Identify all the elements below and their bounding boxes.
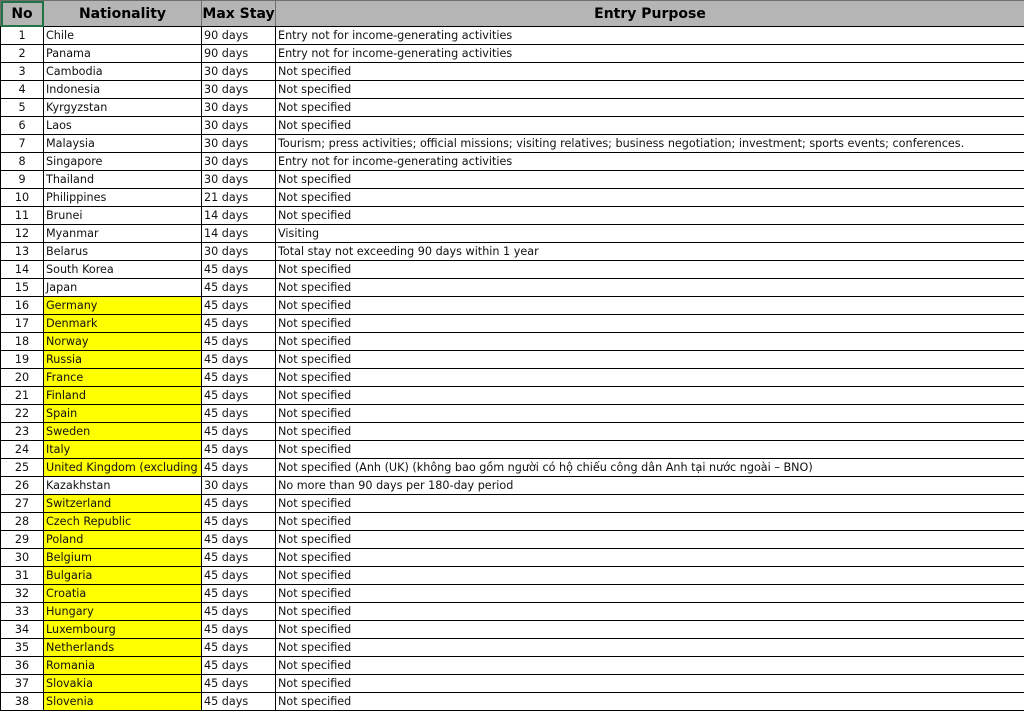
cell-entry-purpose[interactable]: Not specified [276, 351, 1024, 369]
cell-nationality[interactable]: Myanmar [44, 225, 202, 243]
table-row [1, 351, 1024, 369]
table-row [1, 549, 1024, 567]
cell-no[interactable]: 37 [1, 675, 44, 693]
table-row [1, 567, 1024, 585]
cell-nationality[interactable]: Netherlands [44, 639, 202, 657]
table-row [1, 495, 1024, 513]
cell-nationality[interactable]: South Korea [44, 261, 202, 279]
table-row [1, 459, 1024, 477]
cell-entry-purpose[interactable]: Not specified [276, 423, 1024, 441]
cell-no[interactable]: 10 [1, 189, 44, 207]
table-row [1, 315, 1024, 333]
cell-nationality[interactable]: Croatia [44, 585, 202, 603]
cell-max-stay[interactable]: 45 days [202, 351, 276, 369]
table-row [1, 153, 1024, 171]
cell-nationality[interactable]: Singapore [44, 153, 202, 171]
cell-nationality[interactable]: Thailand [44, 171, 202, 189]
cell-max-stay[interactable]: 30 days [202, 117, 276, 135]
cell-max-stay[interactable]: 45 days [202, 513, 276, 531]
cell-no[interactable]: 11 [1, 207, 44, 225]
cell-entry-purpose[interactable]: Tourism; press activities; official missions; visiting relatives; business negotiation; investment; sports events; conferences. [276, 135, 1024, 153]
cell-max-stay[interactable]: 45 days [202, 603, 276, 621]
cell-max-stay[interactable]: 45 days [202, 585, 276, 603]
cell-entry-purpose[interactable]: Not specified [276, 261, 1024, 279]
cell-no[interactable]: 26 [1, 477, 44, 495]
header-row [1, 1, 1024, 27]
table-row [1, 621, 1024, 639]
table-row [1, 477, 1024, 495]
cell-max-stay[interactable]: 30 days [202, 243, 276, 261]
table-row [1, 441, 1024, 459]
table-row [1, 171, 1024, 189]
cell-max-stay[interactable]: 30 days [202, 135, 276, 153]
cell-entry-purpose[interactable]: Not specified [276, 189, 1024, 207]
cell-entry-purpose[interactable]: Not specified [276, 279, 1024, 297]
table-row [1, 279, 1024, 297]
cell-nationality[interactable]: Belgium [44, 549, 202, 567]
cell-nationality[interactable]: Switzerland [44, 495, 202, 513]
cell-max-stay[interactable]: 45 days [202, 567, 276, 585]
cell-max-stay[interactable]: 30 days [202, 153, 276, 171]
cell-nationality[interactable]: Sweden [44, 423, 202, 441]
cell-entry-purpose[interactable]: Not specified [276, 621, 1024, 639]
cell-no[interactable]: 36 [1, 657, 44, 675]
table-row [1, 387, 1024, 405]
table-row [1, 189, 1024, 207]
cell-nationality[interactable]: Belarus [44, 243, 202, 261]
cell-max-stay[interactable]: 90 days [202, 45, 276, 63]
cell-entry-purpose[interactable]: Not specified [276, 117, 1024, 135]
cell-no[interactable]: 30 [1, 549, 44, 567]
cell-nationality[interactable]: Slovakia [44, 675, 202, 693]
cell-entry-purpose[interactable]: Not specified (Anh (UK) (không bao gồm người có hộ chiếu công dân Anh tại nước ngoài – BNO) [276, 459, 1024, 477]
cell-max-stay[interactable]: 45 days [202, 639, 276, 657]
cell-nationality[interactable]: Philippines [44, 189, 202, 207]
cell-entry-purpose[interactable]: Not specified [276, 369, 1024, 387]
cell-max-stay[interactable]: 45 days [202, 279, 276, 297]
table-row [1, 135, 1024, 153]
cell-nationality[interactable]: United Kingdom (excluding [44, 459, 202, 477]
cell-no[interactable]: 25 [1, 459, 44, 477]
cell-nationality[interactable]: Russia [44, 351, 202, 369]
cell-max-stay[interactable]: 45 days [202, 315, 276, 333]
cell-entry-purpose[interactable]: Visiting [276, 225, 1024, 243]
cell-nationality[interactable]: Poland [44, 531, 202, 549]
cell-entry-purpose[interactable]: Not specified [276, 207, 1024, 225]
cell-entry-purpose[interactable]: Not specified [276, 585, 1024, 603]
table-row [1, 81, 1024, 99]
cell-max-stay[interactable]: 14 days [202, 207, 276, 225]
cell-nationality[interactable]: Italy [44, 441, 202, 459]
cell-no[interactable]: 13 [1, 243, 44, 261]
cell-entry-purpose[interactable]: Not specified [276, 657, 1024, 675]
table-row [1, 513, 1024, 531]
cell-max-stay[interactable]: 45 days [202, 405, 276, 423]
cell-no[interactable]: 23 [1, 423, 44, 441]
cell-max-stay[interactable]: 45 days [202, 495, 276, 513]
cell-entry-purpose[interactable]: No more than 90 days per 180-day period [276, 477, 1024, 495]
cell-nationality[interactable]: Germany [44, 297, 202, 315]
cell-entry-purpose[interactable]: Not specified [276, 63, 1024, 81]
cell-entry-purpose[interactable]: Not specified [276, 99, 1024, 117]
table-row [1, 603, 1024, 621]
cell-nationality[interactable]: France [44, 369, 202, 387]
cell-max-stay[interactable]: 30 days [202, 99, 276, 117]
cell-no[interactable]: 12 [1, 225, 44, 243]
cell-max-stay[interactable]: 90 days [202, 27, 276, 45]
cell-max-stay[interactable]: 45 days [202, 621, 276, 639]
cell-nationality[interactable]: Kazakhstan [44, 477, 202, 495]
cell-nationality[interactable]: Slovenia [44, 693, 202, 711]
table-row [1, 531, 1024, 549]
header-no[interactable]: No [1, 1, 44, 27]
cell-entry-purpose[interactable]: Not specified [276, 171, 1024, 189]
table-row [1, 639, 1024, 657]
cell-max-stay[interactable]: 45 days [202, 297, 276, 315]
table-row [1, 405, 1024, 423]
cell-no[interactable]: 4 [1, 81, 44, 99]
cell-no[interactable]: 14 [1, 261, 44, 279]
cell-nationality[interactable]: Indonesia [44, 81, 202, 99]
cell-nationality[interactable]: Laos [44, 117, 202, 135]
cell-entry-purpose[interactable]: Total stay not exceeding 90 days within 1 year [276, 243, 1024, 261]
cell-no[interactable]: 31 [1, 567, 44, 585]
cell-nationality[interactable]: Cambodia [44, 63, 202, 81]
table-row [1, 261, 1024, 279]
cell-nationality[interactable]: Czech Republic [44, 513, 202, 531]
cell-max-stay[interactable]: 45 days [202, 675, 276, 693]
table-row [1, 225, 1024, 243]
cell-no[interactable]: 8 [1, 153, 44, 171]
cell-no[interactable]: 21 [1, 387, 44, 405]
cell-no[interactable]: 24 [1, 441, 44, 459]
cell-no[interactable]: 2 [1, 45, 44, 63]
cell-entry-purpose[interactable]: Not specified [276, 387, 1024, 405]
cell-no[interactable]: 16 [1, 297, 44, 315]
cell-no[interactable]: 38 [1, 693, 44, 711]
cell-no[interactable]: 28 [1, 513, 44, 531]
cell-entry-purpose[interactable]: Not specified [276, 567, 1024, 585]
cell-max-stay[interactable]: 45 days [202, 261, 276, 279]
cell-no[interactable]: 29 [1, 531, 44, 549]
header-nationality[interactable]: Nationality [44, 1, 202, 27]
cell-no[interactable]: 6 [1, 117, 44, 135]
table-row [1, 657, 1024, 675]
cell-entry-purpose[interactable]: Not specified [276, 639, 1024, 657]
cell-nationality[interactable]: Romania [44, 657, 202, 675]
cell-max-stay[interactable]: 30 days [202, 171, 276, 189]
cell-entry-purpose[interactable]: Not specified [276, 315, 1024, 333]
table-body [1, 27, 1024, 711]
cell-entry-purpose[interactable]: Not specified [276, 441, 1024, 459]
cell-entry-purpose[interactable]: Not specified [276, 693, 1024, 711]
cell-entry-purpose[interactable]: Not specified [276, 81, 1024, 99]
table-row [1, 63, 1024, 81]
cell-nationality[interactable]: Luxembourg [44, 621, 202, 639]
cell-no[interactable]: 33 [1, 603, 44, 621]
cell-entry-purpose[interactable]: Not specified [276, 495, 1024, 513]
cell-max-stay[interactable]: 14 days [202, 225, 276, 243]
cell-no[interactable]: 35 [1, 639, 44, 657]
table-row [1, 207, 1024, 225]
cell-max-stay[interactable]: 45 days [202, 441, 276, 459]
cell-no[interactable]: 17 [1, 315, 44, 333]
cell-no[interactable]: 15 [1, 279, 44, 297]
table-row [1, 333, 1024, 351]
cell-no[interactable]: 19 [1, 351, 44, 369]
table-row [1, 675, 1024, 693]
cell-nationality[interactable]: Kyrgyzstan [44, 99, 202, 117]
cell-no[interactable]: 18 [1, 333, 44, 351]
cell-entry-purpose[interactable]: Not specified [276, 549, 1024, 567]
cell-no[interactable]: 1 [1, 27, 44, 45]
table-row [1, 585, 1024, 603]
cell-nationality[interactable]: Denmark [44, 315, 202, 333]
cell-max-stay[interactable]: 45 days [202, 459, 276, 477]
cell-entry-purpose[interactable]: Not specified [276, 297, 1024, 315]
table-row [1, 117, 1024, 135]
cell-entry-purpose[interactable]: Not specified [276, 675, 1024, 693]
cell-max-stay[interactable]: 45 days [202, 549, 276, 567]
cell-max-stay[interactable]: 45 days [202, 657, 276, 675]
cell-no[interactable]: 7 [1, 135, 44, 153]
table-row [1, 369, 1024, 387]
cell-nationality[interactable]: Hungary [44, 603, 202, 621]
cell-nationality[interactable]: Bulgaria [44, 567, 202, 585]
cell-entry-purpose[interactable]: Not specified [276, 333, 1024, 351]
cell-no[interactable]: 3 [1, 63, 44, 81]
cell-max-stay[interactable]: 21 days [202, 189, 276, 207]
cell-no[interactable]: 32 [1, 585, 44, 603]
cell-max-stay[interactable]: 30 days [202, 63, 276, 81]
cell-no[interactable]: 20 [1, 369, 44, 387]
cell-max-stay[interactable]: 30 days [202, 477, 276, 495]
cell-max-stay[interactable]: 30 days [202, 81, 276, 99]
table-row [1, 99, 1024, 117]
table-row [1, 243, 1024, 261]
cell-no[interactable]: 27 [1, 495, 44, 513]
cell-max-stay[interactable]: 45 days [202, 387, 276, 405]
cell-entry-purpose[interactable]: Not specified [276, 603, 1024, 621]
cell-max-stay[interactable]: 45 days [202, 423, 276, 441]
cell-nationality[interactable]: Spain [44, 405, 202, 423]
cell-max-stay[interactable]: 45 days [202, 531, 276, 549]
cell-nationality[interactable]: Brunei [44, 207, 202, 225]
cell-no[interactable]: 5 [1, 99, 44, 117]
cell-entry-purpose[interactable]: Entry not for income-generating activities [276, 27, 1024, 45]
cell-entry-purpose[interactable]: Not specified [276, 531, 1024, 549]
cell-nationality[interactable]: Norway [44, 333, 202, 351]
cell-no[interactable]: 34 [1, 621, 44, 639]
cell-entry-purpose[interactable]: Entry not for income-generating activities [276, 153, 1024, 171]
table-row [1, 297, 1024, 315]
table-row [1, 45, 1024, 63]
cell-entry-purpose[interactable]: Entry not for income-generating activities [276, 45, 1024, 63]
cell-nationality[interactable]: Panama [44, 45, 202, 63]
cell-max-stay[interactable]: 45 days [202, 369, 276, 387]
cell-nationality[interactable]: Finland [44, 387, 202, 405]
table-row [1, 693, 1024, 711]
cell-no[interactable]: 9 [1, 171, 44, 189]
cell-nationality[interactable]: Chile [44, 27, 202, 45]
cell-max-stay[interactable]: 45 days [202, 693, 276, 711]
cell-max-stay[interactable]: 45 days [202, 333, 276, 351]
cell-nationality[interactable]: Malaysia [44, 135, 202, 153]
table-row [1, 27, 1024, 45]
cell-entry-purpose[interactable]: Not specified [276, 405, 1024, 423]
header-max-stay[interactable]: Max Stay [202, 1, 276, 27]
cell-nationality[interactable]: Japan [44, 279, 202, 297]
cell-no[interactable]: 22 [1, 405, 44, 423]
cell-entry-purpose[interactable]: Not specified [276, 513, 1024, 531]
header-entry-purpose[interactable]: Entry Purpose [276, 1, 1024, 27]
table-row [1, 423, 1024, 441]
